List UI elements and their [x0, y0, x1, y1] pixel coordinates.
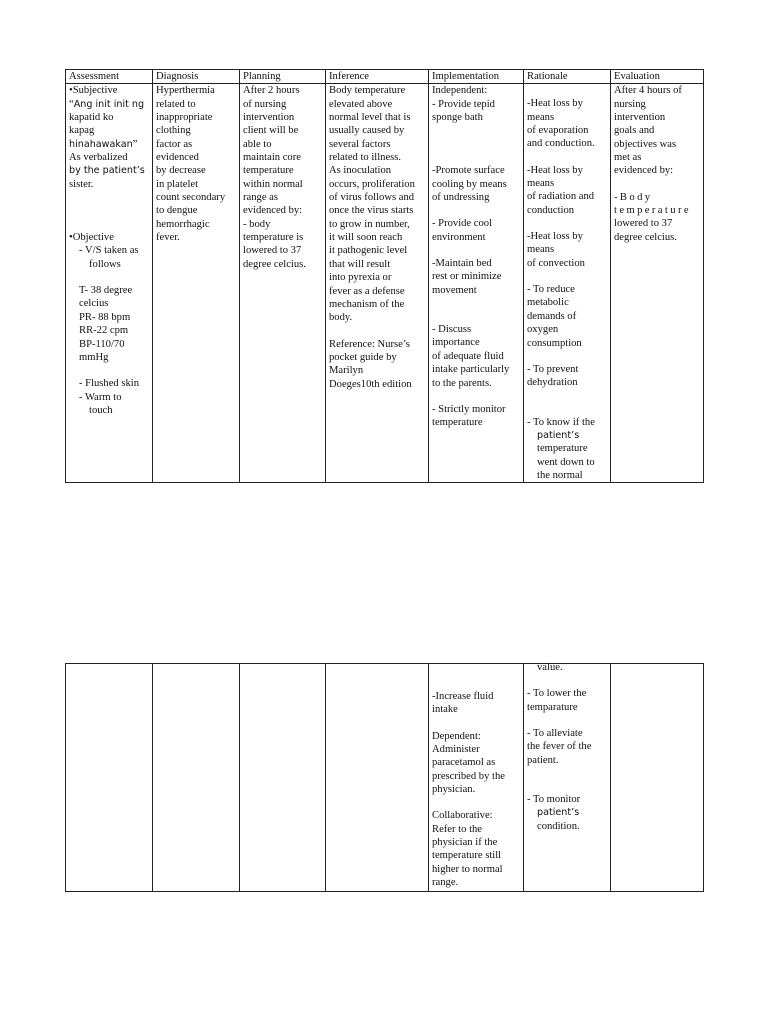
- assessment-cell: [66, 84, 153, 483]
- rationale-cell: [524, 84, 611, 483]
- rationale-evaporation: -Heat loss by means of evaporation and conduction.: [527, 98, 595, 150]
- intervention-collaborative: Collaborative: Refer to the physician if the temperature still higher to normal range.: [432, 810, 503, 889]
- quote-close: ”: [132, 138, 138, 150]
- evaluation-result-line-1: -Body: [614, 191, 653, 203]
- verbalized-line-1: As verbalized: [69, 152, 128, 164]
- respiratory-rate: RR-22 cpm: [79, 325, 129, 337]
- quote-line-3: kapag: [69, 125, 95, 137]
- diagnosis-text: Hyperthermia related to inappropriate clothing factor as evidenced by decrease in platelet count secondary to dengue hemorrhagic fever.: [156, 85, 226, 244]
- evaluation-result-line-2: temperature: [614, 205, 691, 217]
- inference-cell-cont: [326, 664, 429, 892]
- inference-cell: [326, 84, 429, 483]
- planning-cell-cont: [240, 664, 326, 892]
- header-planning: Planning: [240, 70, 326, 84]
- implementation-cell-cont: [429, 664, 524, 892]
- diagnosis-cell-cont: [153, 664, 240, 892]
- header-row: [66, 70, 704, 84]
- intervention-increase-fluid: -Increase fluid intake: [432, 691, 494, 716]
- pulse-rate: PR- 88 bpm: [79, 311, 131, 323]
- intervention-bed-rest: -Maintain bed rest or minimize movement: [432, 258, 502, 296]
- rationale-monitor-line-3: condition.: [537, 820, 580, 832]
- rationale-know-line-3: temperature went down to the normal: [537, 443, 595, 481]
- warm-line-1: - Warm to: [79, 391, 122, 403]
- subjective-quote: [69, 98, 149, 111]
- intervention-monitor-temperature: - Strictly monitor temperature: [432, 403, 506, 429]
- implementation-cell: [429, 84, 524, 483]
- vs-line-2: follows: [89, 258, 121, 270]
- independent-label: Independent:: [432, 85, 488, 97]
- header-diagnosis: Diagnosis: [153, 70, 240, 84]
- planning-cell: [240, 84, 326, 483]
- rationale-metabolic: - To reduce metabolic demands of oxygen consumption: [527, 284, 582, 349]
- assessment-cell-cont: [66, 664, 153, 892]
- quote-line-1: Ang init init ng: [73, 98, 145, 110]
- rationale-radiation: -Heat loss by means of radiation and conduction: [527, 164, 595, 216]
- intervention-fluid-importance: - Discuss importance of adequate fluid intake particularly to the parents.: [432, 324, 510, 389]
- verbalized-line-3: sister.: [69, 178, 94, 190]
- quote-line-2: kapatid ko: [69, 112, 114, 124]
- rationale-monitor-line-2: patient’s: [537, 807, 580, 819]
- intervention-cool-environment: - Provide cool environment: [432, 218, 493, 243]
- temp-line-2: celcius: [79, 298, 109, 310]
- care-plan-table-page-1: [65, 69, 704, 483]
- rationale-know-line-1: - To know if the: [527, 416, 595, 428]
- evaluation-text: After 4 hours of nursing intervention goals and objectives was met as evidenced by:: [614, 85, 682, 177]
- inference-text: Body temperature elevated above normal level that is usually caused by several factors related to illness. As inoculation occurs, proliferation of virus follows and once the virus starts to grow in number, it will soon reach it pathogenic level that will result into pyrexia or fever as a defense mechanism of the body.: [329, 85, 415, 324]
- subjective-label: • Subjective: [69, 84, 149, 97]
- flushed-skin: - Flushed skin: [79, 378, 140, 390]
- intervention-dependent: Dependent: Administer paracetamol as prescribed by the physician.: [432, 730, 505, 796]
- rationale-know-line-2: patient’s: [537, 429, 580, 441]
- diagnosis-cell: [153, 84, 240, 483]
- verbalized-line-2: by the patient’s: [69, 165, 145, 177]
- care-plan-table-page-2: [65, 663, 704, 892]
- header-evaluation: Evaluation: [611, 70, 704, 84]
- blood-pressure-line-1: BP-110/70: [79, 338, 125, 350]
- rationale-alleviate-fever: - To alleviate the fever of the patient.: [527, 728, 592, 766]
- inference-reference: Reference: Nurse’s pocket guide by Marilyn Doeges10th edition: [329, 338, 412, 390]
- temp-line-1: T- 38 degree: [79, 285, 133, 297]
- quote-open: “: [69, 98, 74, 110]
- evaluation-result-line-3: lowered to 37 degree celcius.: [614, 218, 677, 243]
- vs-line-1: - V/S taken as: [79, 245, 139, 257]
- header-inference: Inference: [326, 70, 429, 84]
- rationale-know-continued: value.: [537, 662, 563, 673]
- content-row: [66, 84, 704, 483]
- rationale-cell-cont: [524, 664, 611, 892]
- blood-pressure-line-2: mmHg: [79, 351, 109, 363]
- rationale-convection: -Heat loss by means of convection: [527, 231, 585, 269]
- objective-label: • Objective: [69, 231, 149, 244]
- intervention-surface-cooling: -Promote surface cooling by means of undressing: [432, 165, 507, 204]
- rationale-dehydration: - To prevent dehydration: [527, 363, 579, 389]
- header-implementation: Implementation: [429, 70, 524, 84]
- header-rationale: Rationale: [524, 70, 611, 84]
- rationale-monitor-line-1: - To monitor: [527, 794, 581, 806]
- rationale-lower-temperature: - To lower the temparature: [527, 688, 587, 713]
- planning-text: After 2 hours of nursing intervention client will be able to maintain core temperature within normal range as evidenced by: - body temperature is lowered to 37 degree celcius.: [243, 85, 306, 270]
- warm-line-2: touch: [89, 404, 113, 416]
- header-assessment: Assessment: [66, 70, 153, 84]
- evaluation-cell: [611, 84, 704, 483]
- evaluation-cell-cont: [611, 664, 704, 892]
- intervention-tepid-sponge: - Provide tepid sponge bath: [432, 98, 495, 124]
- quote-line-4: hinahawakan: [69, 138, 133, 150]
- continuation-row: [66, 664, 704, 892]
